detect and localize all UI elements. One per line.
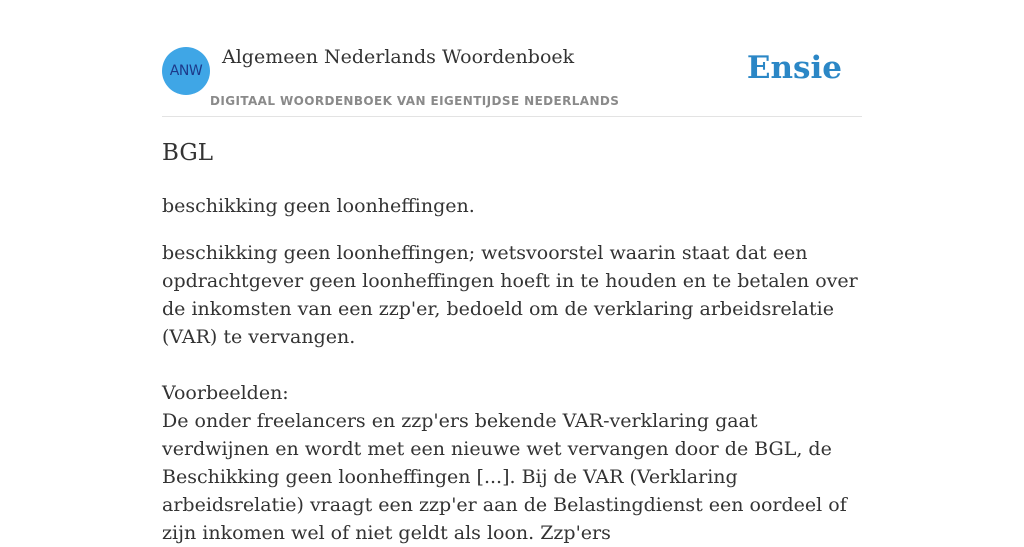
full-definition: beschikking geen loonheffingen; wetsvoorstel waarin staat dat een opdrachtgever geen loonheffingen hoeft in te houden en te betalen over de inkomsten van een zzp'er, bedoeld om de verklaring arbeidsrelatie (VAR) te vervangen. Voorbeelden: De onder freelancers en zzp'ers bekende VAR-verklaring gaat verdwijnen en wordt met een nieuwe wet vervangen door de BGL, de Beschikking geen loonheffingen [...]. Bij de VAR (Verklaring arbeidsrelatie) vraagt een zzp'er aan de Belastingdienst een oordeel of zijn inkomen wel of niet geldt als loon. Zzp'ers — [162, 242, 858, 544]
anw-logo[interactable] — [162, 47, 210, 95]
site-subtitle: DIGITAAL WOORDENBOEK VAN EIGENTIJDSE NEDERLANDS — [210, 94, 620, 108]
short-definition: beschikking geen loonheffingen. — [162, 195, 475, 217]
site-title[interactable]: Algemeen Nederlands Woordenboek — [222, 46, 575, 68]
site-header — [162, 0, 862, 117]
ensie-brand-link[interactable]: Ensie — [746, 50, 842, 86]
entry-title: BGL — [162, 140, 213, 166]
page-container — [162, 0, 862, 544]
anw-logo-text: ANW — [169, 63, 203, 79]
